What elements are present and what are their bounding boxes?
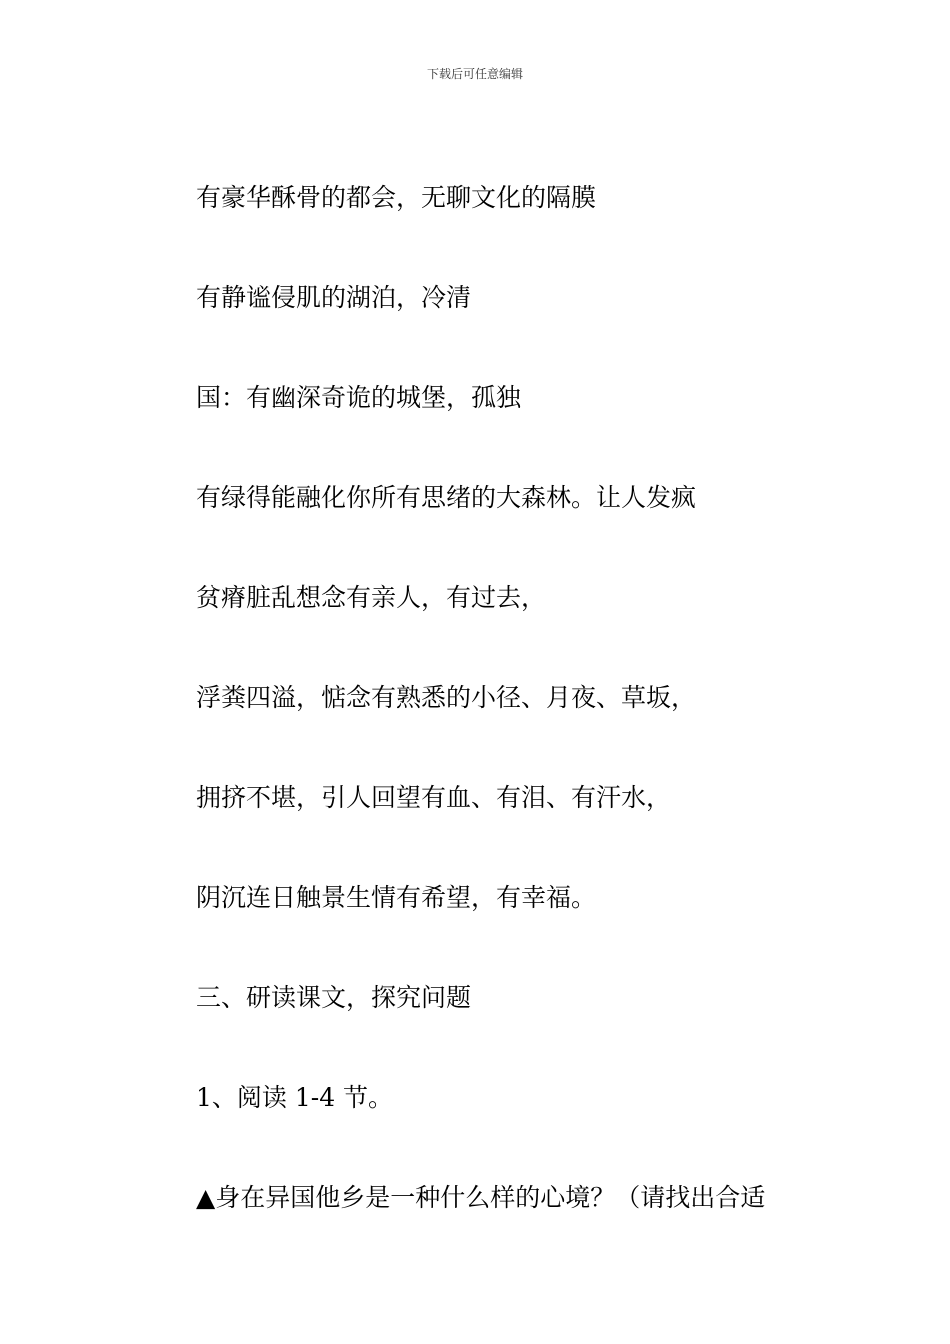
text-line: 有绿得能融化你所有思绪的大森林。让人发疯 xyxy=(196,483,697,512)
text-line: 有静谧侵肌的湖泊，冷清 xyxy=(196,283,472,312)
numbered-item: 1、阅读 1-4 节。 xyxy=(196,1083,394,1112)
text-line: 拥挤不堪，引人回望有血、有泪、有汗水， xyxy=(196,783,672,812)
text-line: 浮粪四溢，惦念有熟悉的小径、月夜、草坂， xyxy=(196,683,697,712)
text-line: 阴沉连日触景生情有希望，有幸福。 xyxy=(196,883,597,912)
question-line: ▲身在异国他乡是一种什么样的心境？（请找出合适 xyxy=(196,1183,766,1212)
text-line: 贫瘠脏乱想念有亲人，有过去， xyxy=(196,583,547,612)
page-header: 下载后可任意编辑 xyxy=(426,67,523,81)
section-heading: 三、研读课文，探究问题 xyxy=(196,983,472,1012)
document-body xyxy=(196,178,836,1278)
text-line: 国：有幽深奇诡的城堡，孤独 xyxy=(196,383,522,412)
text-line: 有豪华酥骨的都会，无聊文化的隔膜 xyxy=(196,183,597,212)
